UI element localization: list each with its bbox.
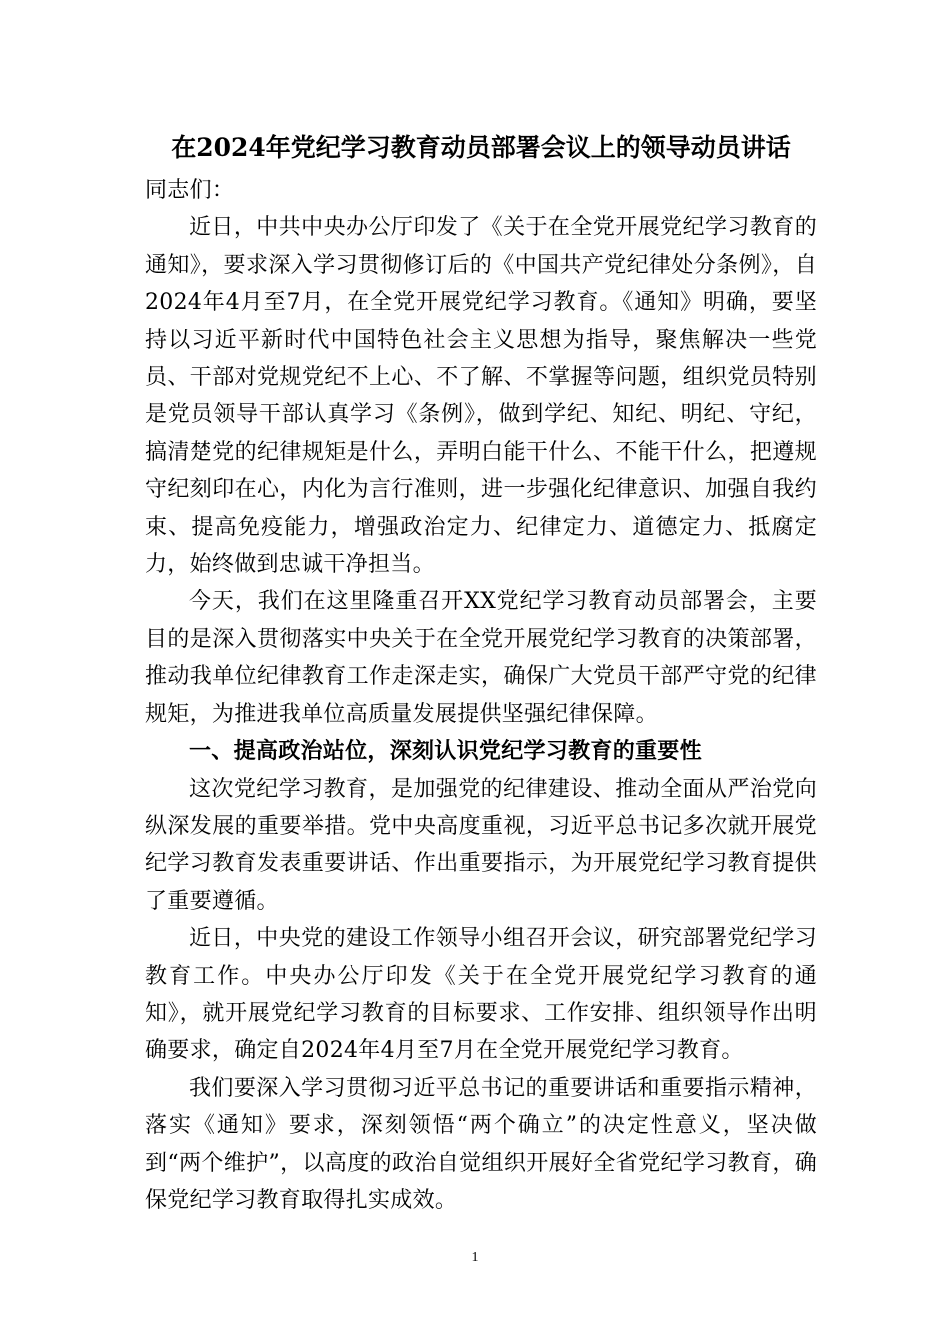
paragraph-1: 近日，中共中央办公厅印发了《关于在全党开展党纪学习教育的通知》，要求深入学习贯彻修订后的《中国共产党纪律处分条例》，自2024年4月至7月，在全党开展党纪学习教育。《通知》明确，要坚持以习近平新时代中国特色社会主义思想为指导，聚焦解决一些党员、干部对党规党纪不上心、不了解、不掌握等问题，组织党员特别是党员领导干部认真学习《条例》，做到学纪、知纪、明纪、守纪，搞清楚党的纪律规矩是什么，弄明白能干什么、不能干什么，把遵规守纪刻印在心，内化为言行准则，进一步强化纪律意识、加强自我约束、提高免疫能力，增强政治定力、纪律定力、道德定力、抵腐定力，始终做到忠诚干净担当。	[145, 215, 817, 578]
document-body	[145, 128, 817, 1219]
page-number: 1	[471, 1250, 479, 1265]
salutation: 同志们：	[145, 178, 235, 203]
section-paragraph-1: 这次党纪学习教育，是加强党的纪律建设、推动全面从严治党向纵深发展的重要举措。党中央高度重视，习近平总书记多次就开展党纪学习教育发表重要讲话、作出重要指示，为开展党纪学习教育提供了重要遵循。	[145, 776, 817, 914]
section-heading: 一、提高政治站位，深刻认识党纪学习教育的重要性	[189, 738, 702, 765]
paragraph-2: 今天，我们在这里隆重召开XX党纪学习教育动员部署会，主要目的是深入贯彻落实中央关于在全党开展党纪学习教育的决策部署，推动我单位纪律教育工作走深走实，确保广大党员干部严守党的纪律规矩，为推进我单位高质量发展提供坚强纪律保障。	[145, 589, 817, 727]
document-title: 在2024年党纪学习教育动员部署会议上的领导动员讲话	[171, 133, 791, 162]
section-paragraph-2: 近日，中央党的建设工作领导小组召开会议，研究部署党纪学习教育工作。中央办公厅印发《关于在全党开展党纪学习教育的通知》，就开展党纪学习教育的目标要求、工作安排、组织领导作出明确要求，确定自2024年4月至7月在全党开展党纪学习教育。	[145, 926, 817, 1064]
section-paragraph-3: 我们要深入学习贯彻习近平总书记的重要讲话和重要指示精神，落实《通知》要求，深刻领悟“两个确立”的决定性意义，坚决做到“两个维护”，以高度的政治自觉组织开展好全省党纪学习教育，确保党纪学习教育取得扎实成效。	[145, 1075, 817, 1213]
